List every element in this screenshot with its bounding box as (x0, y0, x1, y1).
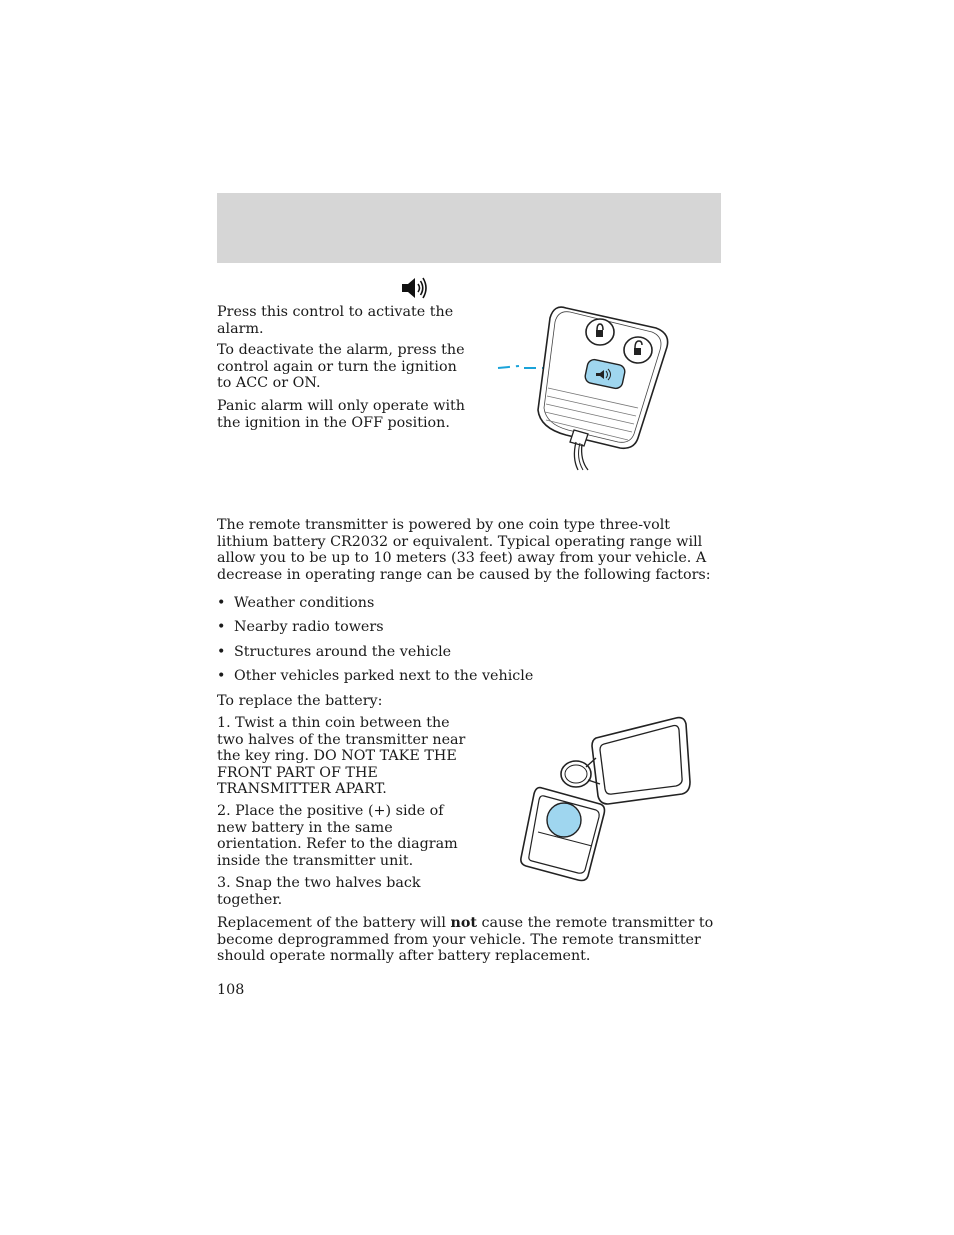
emphasis-not: not (450, 915, 477, 931)
list-item: • Nearby radio towers (217, 619, 384, 636)
panic-deactivate-text: To deactivate the alarm, press the control again or turn the ignition to ACC or ON. (217, 342, 465, 391)
list-item: • Weather conditions (217, 595, 375, 611)
speaker-icon (400, 276, 428, 300)
list-item: • Structures around the vehicle (217, 643, 452, 660)
panic-off-text: Panic alarm will only operate with the ignition in the OFF position. (217, 398, 465, 431)
battery-replacement-illustration (512, 712, 697, 887)
section-header-bar (217, 193, 721, 263)
panic-activate-text: Press this control to activate the alarm. (217, 304, 454, 337)
page-number: 108 (217, 982, 245, 998)
battery-note-text: Replacement of the battery will not cause the remote transmitter to become deprogrammed from your vehicle. The remote transmitter should operate normally after battery replacement. (217, 915, 714, 964)
battery-intro-text: The remote transmitter is powered by one coin type three-volt lithium battery CR2032 or equivalent. Typical operating range will allow you to be up to 10 meters (33 feet) away from your vehicle. A decrease in operating range can be caused by the following factors: (217, 517, 711, 583)
step-2-text: 2. Place the positive (+) side of new battery in the same orientation. Refer to the diagram inside the transmitter unit. (217, 803, 458, 869)
replace-heading: To replace the battery: (217, 693, 383, 709)
remote-transmitter-illustration (488, 300, 678, 475)
list-item: • Other vehicles parked next to the vehicle (217, 667, 534, 684)
range-factors-list (217, 595, 533, 692)
step-3-text: 3. Snap the two halves back together. (217, 875, 421, 908)
step-1-text: 1. Twist a thin coin between the two halves of the transmitter near the key ring. DO NOT TAKE THE FRONT PART OF THE TRANSMITTER APART. (217, 715, 466, 797)
